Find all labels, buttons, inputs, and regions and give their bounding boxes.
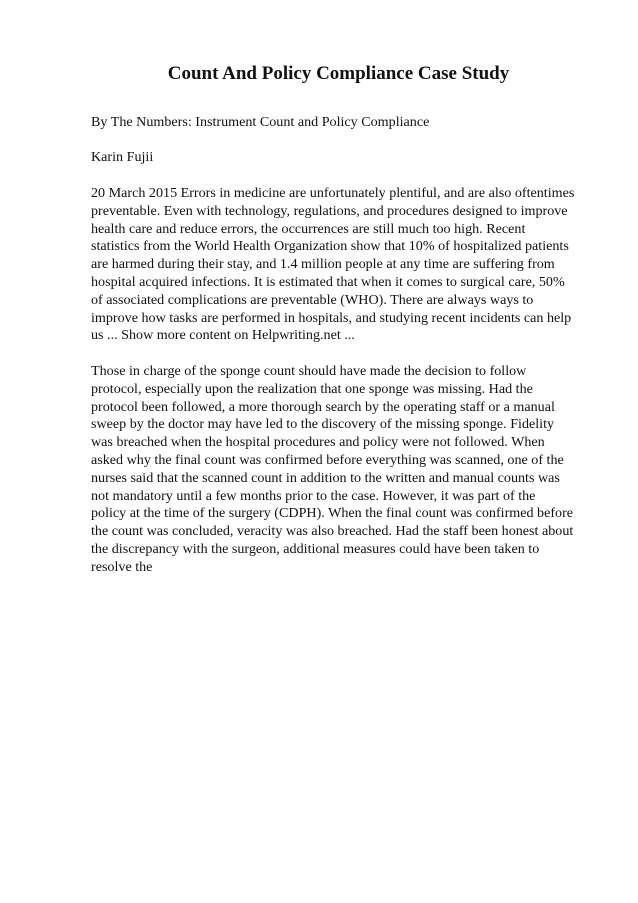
document-subtitle: By The Numbers: Instrument Count and Policy Compliance	[91, 113, 430, 130]
paragraph-2: Those in charge of the sponge count should have made the decision to follow protocol, especially upon the realization that one sponge was missing. Had the protocol been followed, a more thorough search by the operating staff or a manual sweep by the doctor may have led to the discovery of the missing sponge. Fidelity was breached when the hospital procedures and policy were not followed. When asked why the final count was confirmed before everything was scanned, one of the nurses said that the scanned count in addition to the written and manual counts was not mandatory until a few months prior to the case. However, it was part of the policy at the time of the surgery (CDPH). When the final count was confirmed before the count was concluded, veracity was also breached. Had the staff been honest about the discrepancy with the surgeon, additional measures could have been taken to resolve the	[91, 362, 574, 575]
paragraph-1: 20 March 2015 Errors in medicine are unfortunately plentiful, and are also oftentimes preventable. Even with technology, regulations, and procedures designed to improve health care and reduce errors, the occurrences are still much too high. Recent statistics from the World Health Organization show that 10% of hospitalized patients are harmed during their stay, and 1.4 million people at any time are suffering from hospital acquired infections. It is estimated that when it comes to surgical care, 50% of associated complications are preventable (WHO). There are always ways to improve how tasks are performed in hospitals, and studying recent incidents can help us ... Show more content on Helpwriting.net ...	[91, 184, 575, 344]
document-body	[91, 96, 590, 594]
document-title: Count And Policy Compliance Case Study	[167, 63, 510, 84]
document-author: Karin Fujii	[91, 149, 154, 166]
